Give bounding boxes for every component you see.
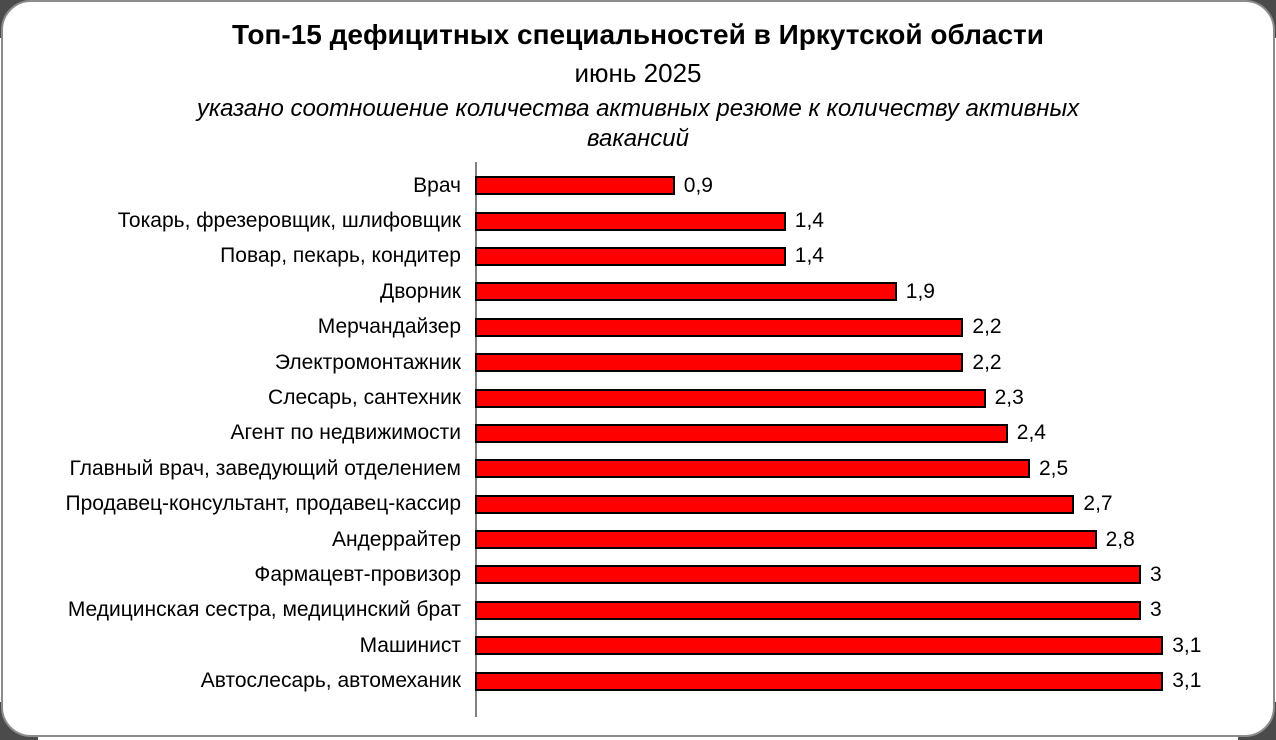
- bar: [475, 176, 675, 195]
- chart-subtitle-date: июнь 2025: [574, 58, 702, 88]
- bar-row: [3, 593, 1273, 628]
- category-label: Токарь, фрезеровщик, шлифовщик: [117, 209, 461, 233]
- bar-row: [3, 203, 1273, 238]
- value-label: 2,7: [1083, 492, 1113, 516]
- bar: [475, 212, 786, 231]
- value-label: 2,4: [1016, 421, 1046, 445]
- value-label: 2,2: [972, 315, 1002, 339]
- chart-card: [1, 0, 1275, 737]
- value-label: 2,8: [1105, 527, 1135, 551]
- bar-row: [3, 274, 1273, 309]
- bar: [475, 601, 1141, 620]
- value-label: 2,3: [994, 386, 1024, 410]
- value-label: 3: [1150, 562, 1162, 586]
- chart-title: Топ-15 дефицитных специальностей в Иркутской области: [232, 19, 1044, 50]
- bar-row: [3, 345, 1273, 380]
- bar-row: [3, 310, 1273, 345]
- category-label: Главный врач, заведующий отделением: [69, 456, 461, 480]
- bar: [475, 636, 1163, 655]
- category-label: Продавец-консультант, продавец-кассир: [65, 492, 461, 516]
- bar-row: [3, 168, 1273, 203]
- bar-row: [3, 628, 1273, 663]
- bar-chart-plot: [3, 168, 1273, 699]
- bar-row: [3, 239, 1273, 274]
- bar: [475, 282, 897, 301]
- bar: [475, 318, 963, 337]
- bar: [475, 389, 986, 408]
- category-label: Дворник: [379, 279, 461, 303]
- bar: [475, 672, 1163, 691]
- value-label: 1,9: [905, 279, 935, 303]
- chart-note: указано соотношение количества активных резюме к количеству активных вакансий: [196, 95, 1080, 152]
- category-label: Фармацевт-провизор: [254, 562, 461, 586]
- value-label: 0,9: [683, 173, 713, 197]
- bar-row: [3, 522, 1273, 557]
- bar-rows: [3, 168, 1273, 699]
- value-label: 3,1: [1172, 669, 1202, 693]
- bar: [475, 530, 1097, 549]
- category-label: Электромонтажник: [274, 350, 461, 374]
- value-label: 2,5: [1039, 456, 1069, 480]
- bar-row: [3, 380, 1273, 415]
- bar: [475, 565, 1141, 584]
- bar: [475, 495, 1074, 514]
- category-label: Врач: [413, 173, 461, 197]
- value-label: 3: [1150, 598, 1162, 622]
- value-label: 2,2: [972, 350, 1002, 374]
- bar-row: [3, 557, 1273, 592]
- chart-header: [3, 16, 1273, 154]
- bar: [475, 424, 1008, 443]
- bar-row: [3, 416, 1273, 451]
- value-label: 3,1: [1172, 633, 1202, 657]
- category-label: Агент по недвижимости: [230, 421, 461, 445]
- bar-row: [3, 487, 1273, 522]
- category-label: Мерчандайзер: [317, 315, 461, 339]
- bar-row: [3, 663, 1273, 698]
- value-label: 1,4: [794, 244, 824, 268]
- bar: [475, 459, 1030, 478]
- value-label: 1,4: [794, 209, 824, 233]
- category-label: Андеррайтер: [331, 527, 461, 551]
- category-label: Медицинская сестра, медицинский брат: [67, 598, 461, 622]
- category-label: Слесарь, сантехник: [268, 386, 461, 410]
- category-label: Автослесарь, автомеханик: [200, 669, 461, 693]
- category-label: Повар, пекарь, кондитер: [220, 244, 461, 268]
- bar: [475, 247, 786, 266]
- bar-row: [3, 451, 1273, 486]
- bar: [475, 353, 963, 372]
- category-label: Машинист: [359, 633, 461, 657]
